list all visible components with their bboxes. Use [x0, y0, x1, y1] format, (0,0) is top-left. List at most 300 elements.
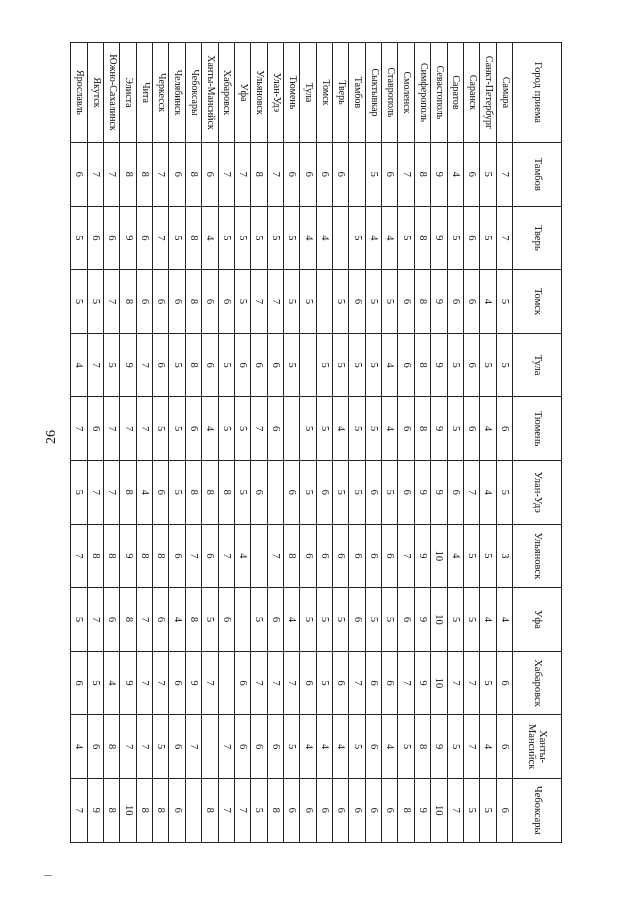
table-cell: 5 [480, 206, 496, 270]
table-cell: 5 [496, 270, 512, 334]
table-cell: 6 [104, 206, 120, 270]
table-cell: 4 [333, 715, 349, 779]
table-cell: 9 [120, 333, 136, 397]
row-city-cell: Севастополь [431, 43, 447, 143]
table-cell: 5 [234, 397, 250, 461]
table-cell: 10 [431, 778, 447, 842]
table-cell: 7 [283, 651, 299, 715]
table-cell: 4 [104, 651, 120, 715]
row-city-cell: Улан-Удэ [267, 43, 283, 143]
table-cell: 6 [463, 333, 479, 397]
row-city-cell: Санкт-Петербург [480, 43, 496, 143]
table-cell: 7 [71, 397, 88, 461]
table-cell: 8 [120, 270, 136, 334]
table-cell: 7 [120, 397, 136, 461]
table-cell: 5 [480, 143, 496, 207]
header-city: Город приема [513, 43, 562, 143]
table-row [234, 43, 250, 843]
table-cell: 7 [398, 651, 414, 715]
table-cell: 4 [169, 588, 185, 652]
table-cell: 6 [202, 333, 218, 397]
table-cell: 5 [480, 524, 496, 588]
table-cell: 7 [136, 588, 152, 652]
table-cell: 7 [104, 270, 120, 334]
table-cell: 9 [431, 397, 447, 461]
table-cell: 5 [283, 333, 299, 397]
table-cell: 4 [316, 715, 332, 779]
table-cell: 9 [431, 460, 447, 524]
table-cell: 5 [480, 333, 496, 397]
table-cell: 8 [185, 460, 201, 524]
table-cell: 7 [447, 651, 463, 715]
row-city-cell: Чебоксары [185, 43, 201, 143]
table-cell: 4 [202, 397, 218, 461]
table-cell: 8 [136, 524, 152, 588]
table-cell: 5 [365, 270, 381, 334]
table-cell: 6 [382, 143, 398, 207]
row-city-cell: Ханты-Мансийск [202, 43, 218, 143]
table-cell: 8 [104, 715, 120, 779]
table-cell: 8 [251, 143, 267, 207]
table-row [414, 43, 430, 843]
table-cell: 5 [398, 715, 414, 779]
table-cell: 4 [300, 206, 316, 270]
table-cell: 5 [365, 397, 381, 461]
table-cell: 6 [463, 270, 479, 334]
row-city-cell: Смоленск [398, 43, 414, 143]
table-cell: 8 [120, 460, 136, 524]
table-cell: 6 [283, 460, 299, 524]
table-cell: 9 [431, 270, 447, 334]
table-row [136, 43, 152, 843]
table-cell: 7 [136, 715, 152, 779]
table-cell: 6 [136, 270, 152, 334]
table-cell: 9 [185, 651, 201, 715]
page-number: 26 [44, 430, 59, 444]
table-cell: 5 [71, 270, 88, 334]
table-cell: 6 [267, 397, 283, 461]
table-cell: 5 [300, 397, 316, 461]
table-cell: 6 [153, 333, 169, 397]
table-cell: 5 [463, 778, 479, 842]
table-cell: 5 [169, 333, 185, 397]
table-cell: 5 [349, 397, 365, 461]
table-cell: 5 [480, 651, 496, 715]
table-cell: 8 [414, 143, 430, 207]
table-cell: 6 [398, 270, 414, 334]
row-city-cell: Тула [300, 43, 316, 143]
table-cell: 6 [447, 270, 463, 334]
table-cell: 7 [87, 143, 103, 207]
table-cell: 5 [333, 588, 349, 652]
table-cell: 5 [447, 588, 463, 652]
table-row [87, 43, 103, 843]
table-cell: 8 [87, 524, 103, 588]
table-cell: 4 [480, 270, 496, 334]
table-cell: 4 [316, 206, 332, 270]
table-cell: 5 [218, 397, 234, 461]
table-cell: 5 [283, 206, 299, 270]
table-row [251, 43, 267, 843]
table-body [71, 43, 513, 843]
table-row [120, 43, 136, 843]
table-cell: 8 [414, 270, 430, 334]
table-cell: 5 [382, 460, 398, 524]
table-cell: 7 [496, 143, 512, 207]
table-cell: 7 [463, 651, 479, 715]
table-cell: 5 [447, 715, 463, 779]
table-cell: 10 [431, 588, 447, 652]
table-cell: 7 [153, 651, 169, 715]
table-cell: 5 [169, 460, 185, 524]
row-city-cell: Сыктывкар [365, 43, 381, 143]
table-cell: 5 [349, 715, 365, 779]
table-row [463, 43, 479, 843]
table-cell: 5 [382, 588, 398, 652]
row-city-cell: Саранск [463, 43, 479, 143]
table-cell: 5 [447, 397, 463, 461]
table-cell: 5 [218, 206, 234, 270]
table-cell: 6 [333, 524, 349, 588]
table-cell: 9 [120, 651, 136, 715]
row-city-cell: Ставрополь [382, 43, 398, 143]
table-cell: 6 [87, 715, 103, 779]
table-cell: 7 [120, 715, 136, 779]
table-cell: 5 [349, 206, 365, 270]
table-cell: 5 [333, 460, 349, 524]
table-cell [333, 206, 349, 270]
row-city-cell: Тюмень [283, 43, 299, 143]
table-cell: 8 [104, 778, 120, 842]
table-cell: 7 [218, 715, 234, 779]
table-cell: 8 [283, 524, 299, 588]
table-cell: 5 [104, 333, 120, 397]
table-cell: 7 [251, 270, 267, 334]
table-row [283, 43, 299, 843]
table-cell: 4 [480, 588, 496, 652]
table-row [431, 43, 447, 843]
table-cell: 4 [382, 715, 398, 779]
table-cell: 8 [153, 778, 169, 842]
table-cell: 6 [333, 778, 349, 842]
table-cell: 4 [300, 715, 316, 779]
table-cell: 6 [349, 778, 365, 842]
row-city-cell: Элиста [120, 43, 136, 143]
table-cell: 8 [414, 333, 430, 397]
table-row [185, 43, 201, 843]
table-cell: 5 [251, 206, 267, 270]
table-cell: 6 [234, 651, 250, 715]
table-cell: 4 [202, 206, 218, 270]
table-cell: 6 [349, 588, 365, 652]
table-cell: 9 [414, 460, 430, 524]
table-cell: 5 [87, 270, 103, 334]
table-cell: 4 [333, 397, 349, 461]
table-cell: 6 [169, 143, 185, 207]
table-cell: 7 [349, 651, 365, 715]
row-city-cell: Челябинск [169, 43, 185, 143]
table-cell: 7 [447, 778, 463, 842]
table-row [349, 43, 365, 843]
table-cell: 6 [496, 778, 512, 842]
table-cell: 6 [283, 143, 299, 207]
table-cell: 6 [136, 206, 152, 270]
table-cell: 9 [414, 651, 430, 715]
table-cell: 6 [234, 715, 250, 779]
table-cell: 9 [414, 778, 430, 842]
table-cell: 6 [463, 397, 479, 461]
table-cell: 6 [496, 651, 512, 715]
table-cell: 5 [300, 270, 316, 334]
table-cell: 8 [218, 460, 234, 524]
header-cell: Тверь [513, 206, 562, 270]
header-cell: Ульяновск [513, 524, 562, 588]
table-cell: 5 [349, 460, 365, 524]
table-cell: 5 [267, 206, 283, 270]
table-cell: 7 [267, 143, 283, 207]
table-cell: 9 [431, 715, 447, 779]
table-cell: 6 [251, 715, 267, 779]
table-cell: 5 [365, 333, 381, 397]
table-cell: 8 [185, 143, 201, 207]
row-city-cell: Томск [316, 43, 332, 143]
header-cell: Чебоксары [513, 778, 562, 842]
table-cell: 10 [431, 524, 447, 588]
table-cell: 5 [251, 778, 267, 842]
table-cell: 5 [382, 270, 398, 334]
table-cell: 6 [463, 206, 479, 270]
table-cell: 6 [398, 397, 414, 461]
table-cell: 7 [234, 778, 250, 842]
table-row [169, 43, 185, 843]
row-city-cell: Хабаровск [218, 43, 234, 143]
table-cell: 6 [267, 588, 283, 652]
table-cell: 8 [104, 524, 120, 588]
table-cell: 6 [349, 270, 365, 334]
table-cell: 6 [496, 397, 512, 461]
table-row [496, 43, 512, 843]
table-cell: 6 [382, 778, 398, 842]
table-cell: 6 [316, 143, 332, 207]
table-cell: 7 [185, 715, 201, 779]
table-cell: 6 [153, 588, 169, 652]
table-cell: 5 [169, 397, 185, 461]
row-city-cell: Якутск [87, 43, 103, 143]
table-cell: 5 [463, 588, 479, 652]
table-cell: 4 [382, 333, 398, 397]
table-cell: 7 [267, 270, 283, 334]
table-cell: 4 [71, 715, 88, 779]
table-cell: 5 [496, 460, 512, 524]
header-cell: Уфа [513, 588, 562, 652]
table-cell: 10 [120, 778, 136, 842]
table-cell [218, 651, 234, 715]
table-cell: 4 [283, 588, 299, 652]
table-cell: 9 [431, 333, 447, 397]
table-row [300, 43, 316, 843]
table-cell: 8 [185, 333, 201, 397]
table-cell: 6 [496, 715, 512, 779]
table-row [104, 43, 120, 843]
table-cell: 9 [431, 143, 447, 207]
table-cell: 6 [267, 715, 283, 779]
table-cell: 5 [333, 270, 349, 334]
table-cell: 6 [251, 460, 267, 524]
header-cell: Улан-Удэ [513, 460, 562, 524]
table-cell: 8 [136, 143, 152, 207]
table-cell: 7 [398, 524, 414, 588]
table-cell: 6 [218, 588, 234, 652]
table-cell: 9 [87, 778, 103, 842]
table-cell: 5 [316, 651, 332, 715]
table-cell: 6 [234, 333, 250, 397]
table-cell: 7 [218, 524, 234, 588]
table-cell: 7 [71, 524, 88, 588]
table-row [316, 43, 332, 843]
table-cell [349, 143, 365, 207]
row-city-cell: Уфа [234, 43, 250, 143]
table-cell: 5 [71, 460, 88, 524]
table-cell: 6 [87, 397, 103, 461]
row-city-cell: Чита [136, 43, 152, 143]
table-cell [185, 778, 201, 842]
table-cell: 5 [87, 651, 103, 715]
table-cell: 5 [218, 333, 234, 397]
table-cell: 4 [480, 460, 496, 524]
table-row [333, 43, 349, 843]
table-cell: 6 [300, 778, 316, 842]
table-cell: 6 [202, 270, 218, 334]
table-cell [202, 715, 218, 779]
table-container [70, 42, 562, 842]
table-cell: 6 [283, 778, 299, 842]
table-cell [316, 270, 332, 334]
table-row [365, 43, 381, 843]
table-cell: 4 [480, 715, 496, 779]
table-cell: 4 [365, 206, 381, 270]
footer-rule [44, 875, 52, 876]
table-cell: 5 [300, 460, 316, 524]
table-cell: 4 [71, 333, 88, 397]
table-cell: 7 [463, 460, 479, 524]
table-cell: 5 [202, 588, 218, 652]
table-cell: 7 [218, 143, 234, 207]
table-cell: 9 [120, 206, 136, 270]
row-city-cell: Симферополь [414, 43, 430, 143]
table-cell: 5 [251, 588, 267, 652]
table-cell: 8 [185, 270, 201, 334]
table-cell: 6 [185, 397, 201, 461]
table-cell: 5 [349, 333, 365, 397]
table-row [382, 43, 398, 843]
table-cell: 8 [136, 778, 152, 842]
table-cell: 5 [234, 206, 250, 270]
table-cell: 5 [300, 588, 316, 652]
table-cell: 6 [251, 333, 267, 397]
table-cell: 6 [169, 778, 185, 842]
table-cell [251, 524, 267, 588]
table-cell [234, 588, 250, 652]
table-cell: 9 [414, 524, 430, 588]
table-cell: 7 [136, 651, 152, 715]
table-cell [283, 397, 299, 461]
table-cell: 7 [185, 524, 201, 588]
table-cell: 6 [398, 588, 414, 652]
table-cell: 7 [202, 651, 218, 715]
table-cell: 4 [496, 588, 512, 652]
table-cell: 8 [185, 206, 201, 270]
table-cell: 6 [153, 460, 169, 524]
table-cell: 6 [300, 524, 316, 588]
table-cell: 7 [87, 333, 103, 397]
table-cell: 8 [414, 206, 430, 270]
table-cell: 6 [316, 524, 332, 588]
table-cell: 5 [71, 588, 88, 652]
table-cell: 6 [71, 651, 88, 715]
table-cell: 6 [398, 460, 414, 524]
table-cell: 4 [234, 524, 250, 588]
header-row [513, 43, 562, 843]
table-cell: 5 [447, 333, 463, 397]
table-cell: 9 [431, 206, 447, 270]
table-row [71, 43, 88, 843]
table-row [447, 43, 463, 843]
table-cell: 7 [398, 143, 414, 207]
table-cell: 7 [136, 333, 152, 397]
table-cell: 7 [267, 524, 283, 588]
table-cell: 4 [447, 143, 463, 207]
table-cell: 10 [431, 651, 447, 715]
table-cell: 6 [87, 206, 103, 270]
table-cell: 6 [104, 588, 120, 652]
table-cell: 6 [365, 524, 381, 588]
table-cell: 5 [316, 397, 332, 461]
table-cell: 5 [234, 460, 250, 524]
table-cell: 6 [463, 143, 479, 207]
table-cell: 6 [365, 460, 381, 524]
table-cell: 8 [185, 588, 201, 652]
data-table [70, 42, 562, 843]
table-cell: 6 [300, 651, 316, 715]
table-cell: 7 [218, 778, 234, 842]
table-cell: 7 [153, 206, 169, 270]
table-cell: 5 [480, 778, 496, 842]
table-cell: 8 [414, 397, 430, 461]
table-cell: 4 [480, 397, 496, 461]
table-cell: 7 [87, 588, 103, 652]
table-row [153, 43, 169, 843]
table-cell: 8 [120, 588, 136, 652]
table-cell: 7 [153, 143, 169, 207]
table-cell: 5 [365, 588, 381, 652]
table-cell: 6 [202, 143, 218, 207]
table-cell: 7 [71, 778, 88, 842]
table-cell: 5 [71, 206, 88, 270]
table-cell: 4 [382, 397, 398, 461]
table-cell: 8 [414, 715, 430, 779]
table-cell: 7 [104, 397, 120, 461]
header-cell: Тамбов [513, 143, 562, 207]
table-cell: 4 [136, 460, 152, 524]
table-cell: 6 [316, 778, 332, 842]
header-cell: Ханты-Мансийск [513, 715, 562, 779]
table-cell: 8 [153, 524, 169, 588]
table-cell: 6 [218, 270, 234, 334]
row-city-cell: Ярославль [71, 43, 88, 143]
table-cell: 5 [283, 270, 299, 334]
table-cell: 6 [382, 651, 398, 715]
table-cell: 6 [333, 143, 349, 207]
